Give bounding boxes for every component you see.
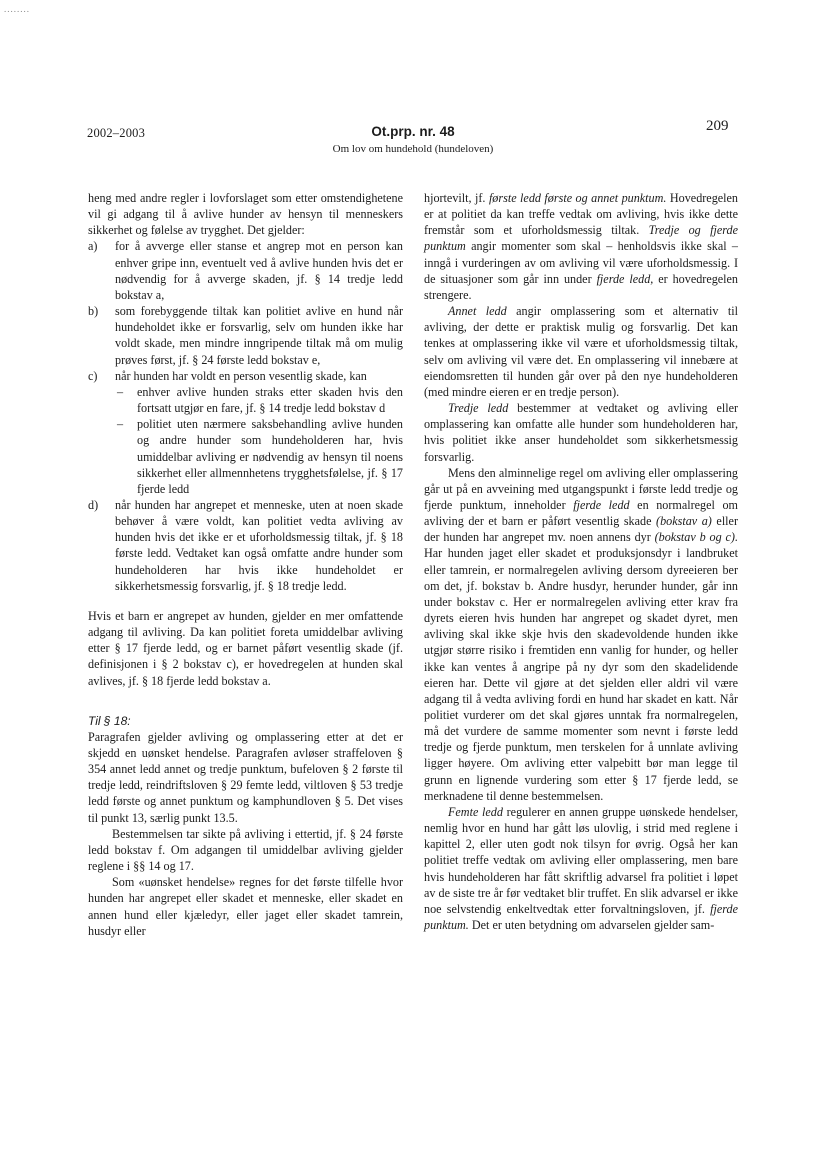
paragraph [424,804,738,933]
avliving-list [88,238,403,593]
list-item-text: når hunden har voldt en person vesentlig skade, kan [115,368,367,383]
italic-run: fjerde punktum. [424,901,738,933]
list-item-text: når hunden har angrepet et menneske, uten at noen skade behøver å være voldt, kan politiet vedta avliving av hunden hvis det ikke er et uforholdsmessig tiltak, jf. § 18 første ledd. Vedtaket kan også omfatte andre hunder som hundeholderen har hvis ikke hundeholdet er sikkerhetsmessig forsvarlig, jf. § 18 tredje ledd. [115,497,403,593]
text-run: angir momenter som skal – henholdsvis ikke skal – inngå i vurderingen av om avliving vil være uforholdsmessig. I de situasjoner som går inn under [424,239,738,286]
sub-list-item-text: politiet uten nærmere saksbehandling avlive hunden og andre hunder som hundeholderen har, hvis umiddelbar avliving er nødvendig av hensyn til noens sikkerhet eller allmennhetens trygghetsfølelse, jf. § 17 fjerde ledd [137,417,403,496]
sub-list [115,384,403,497]
paragraph [424,465,738,804]
intro-paragraph: heng med andre regler i lovforslaget som etter omstendighetene vil gi adgang til å avlive hunder av hensyn til menneskers sikkerhet og følelse av trygghet. Det gjelder: [88,191,403,238]
text-run: angir omplassering som et alternativ til avliving, der dette er praktisk mulig og forsvarlig. Det kan tenkes at omplassering ikke vil være et uforholdsmessig tiltak, selv om avliving vil være det. En omplassering vil innebære at eiendomsretten til hunden går over på den nye hundeholderen (med mindre eieren er en tredje person). [424,304,738,399]
paragraph: Som «uønsket hendelse» regnes for det første tilfelle hvor hunden har angrepet eller skadet et menneske, eller skadet en annen hund eller kjæledyr, eller jaget eller skadet tamrein, husdyr eller [88,875,403,938]
list-marker: a) [88,239,98,254]
text-run: en normalregel om avliving der et barn er påført vesentlig skade [424,497,738,529]
dash-marker: – [117,417,124,432]
list-item-text: for å avverge eller stanse et angrep mot en person kan enhver gripe inn, eventuelt ved å avlive hunden hvis det er nødvendig for å avverge skaden, jf. § 14 tredje ledd bokstav a, [115,239,403,302]
italic-run: fjerde ledd, [596,271,654,286]
italic-run: første ledd første og annet punktum. [488,191,667,205]
italic-run: Tredje og fjerde punktum [424,223,739,254]
italic-run: Tredje ledd [448,401,509,416]
page-number: 209 [706,118,729,134]
text-run: regulerer en annen gruppe uønskede hendelser, nemlig hvor en hund har gått løs ulovlig, i strid med reglene i kapittel 2, eller uten godt nok tilsyn for øvrig. Også her kan politiet treffe vedtak om avliving eller omplassering, men bare hvis hundeholderen har fått skriftlig advarsel fra politiet i løpet av de siste tre år før vedtaket blir truffet. En slik advarsel er ikke noe selvstendig enkeltvedtak etter forvaltningsloven, jf. [424,804,738,916]
list-item [88,368,403,497]
text-run: Det er uten betydning om advarselen gjelder sam- [468,918,715,933]
barn-paragraph: Hvis et barn er angrepet av hunden, gjelder en mer omfattende adgang til avliving. Da kan politiet foreta umiddelbar avliving etter § 17 fjerde ledd, og er barnet påført vesentlig skade (jf. definisjonen i § 2 bokstav c), er hovedregelen at hunden skal avlives, jf. § 18 fjerde ledd bokstav a. [88,608,403,688]
header-title: Ot.prp. nr. 48 [371,124,455,139]
list-item [88,238,403,303]
text-run: Har hunden jaget eller skadet et produksjonsdyr i landbruket eller tamrein, er normalregelen avliving dersom dyreeieren ber om det, jf. bokstav b. Andre husdyr, herunder hunder, går inn under bokstav c. Her er normalregelen avliving etter krav fra dyrets eieren hvis hunden har angrepet og skadet dyret, men avliving skal ikke skje hvis den skadevoldende hunden ikke utgjør større risiko i fremtiden enn vanlig for hunder, og heller ikke kan ventes å angripe på ny dyr som den skadelidende eieren har. Dette vil gjøre at det sjelden eller aldri vil være adgang til å vedta avliving fordi en hund har skadet en katt. Når politiet vurderer om det skal gjøres unntak fra normalregelen, må det vurdere de samme momenter som nevnt i første ledd tredje og fjerde punktum, men terskelen for å unnlate avliving ligger høyere. Om avliving etter valpebitt bør man legge til grunn en lignende vurdering som etter § 17 fjerde ledd, se merknadene til denne bestemmelsen. [424,546,738,803]
list-item [88,303,403,368]
sub-list-item-text: enhver avlive hunden straks etter skaden hvis den fortsatt utgjør en fare, jf. § 14 tredje ledd bokstav d [137,384,403,416]
text-run: hjortevilt, jf. [424,191,489,205]
italic-run: (bokstav b og c). [654,530,738,545]
right-column [424,190,738,933]
section-heading: Til § 18: [88,713,131,728]
paragraph [424,303,738,400]
paragraph: Paragrafen gjelder avliving og omplassering etter at det er skjedd en uønsket hendelse. Paragrafen avløser straffeloven § 354 annet ledd annet og tredje punktum, bufeloven § 2 første til tredje ledd, reindriftsloven § 29 femte ledd, viltloven § 53 tredje ledd første og annet punktum og kamphundloven § 5. Det vises til punkt 13, særlig punkt 13.5. [88,729,403,825]
list-item [88,497,403,594]
paragraph: Bestemmelsen tar sikte på avliving i ettertid, jf. § 24 første ledd bokstav f. Om adgangen til umiddelbar avliving gjelder reglene i §§ 14 og 17. [88,826,403,874]
italic-run: (bokstav a) [656,514,712,529]
italic-run: Annet ledd [448,304,507,319]
sub-list-item [115,416,403,497]
header-subtitle: Om lov om hundehold (hundeloven) [332,143,494,155]
paragraph [424,400,738,465]
list-item-text: som forebyggende tiltak kan politiet avlive en hund når hundeholdet ikke er forsvarlig, selv om hunden ikke har voldt skade, men mindre inngripende tiltak må om mulig prøves først, jf. § 24 første ledd bokstav e, [115,304,403,367]
text-run: er hovedregelen strengere. [424,271,739,302]
italic-run: Femte ledd [448,804,503,819]
text-run: bestemmer at vedtaket og avliving eller omplassering kan omfatte alle hunder som hundeholderen har, hvis politiet ikke anser hundeholdet som sikkerhetsmessig forsvarlig. [424,401,739,464]
header-year: 2002–2003 [87,126,146,140]
text-run: eller der hunden har angrepet mv. noen annens dyr [424,514,738,545]
text-run: Hovedregelen er at politiet da kan treffe vedtak om avliving, hvis ikke dette fremstår som et uforholdsmessig tiltak. [424,191,738,238]
left-column [88,190,403,939]
list-marker: c) [88,368,98,383]
list-marker: d) [88,497,99,512]
list-marker: b) [88,304,99,319]
sub-list-item [115,384,403,416]
corner-mark: ........ [4,4,30,14]
dash-marker: – [117,384,124,399]
paragraph [424,190,738,303]
text-run: Mens den alminnelige regel om avliving eller omplassering går ut på en avveining med utgangspunkt i første ledd tredje og fjerde punktum, inneholder [424,465,738,512]
italic-run: fjerde ledd [573,497,630,512]
